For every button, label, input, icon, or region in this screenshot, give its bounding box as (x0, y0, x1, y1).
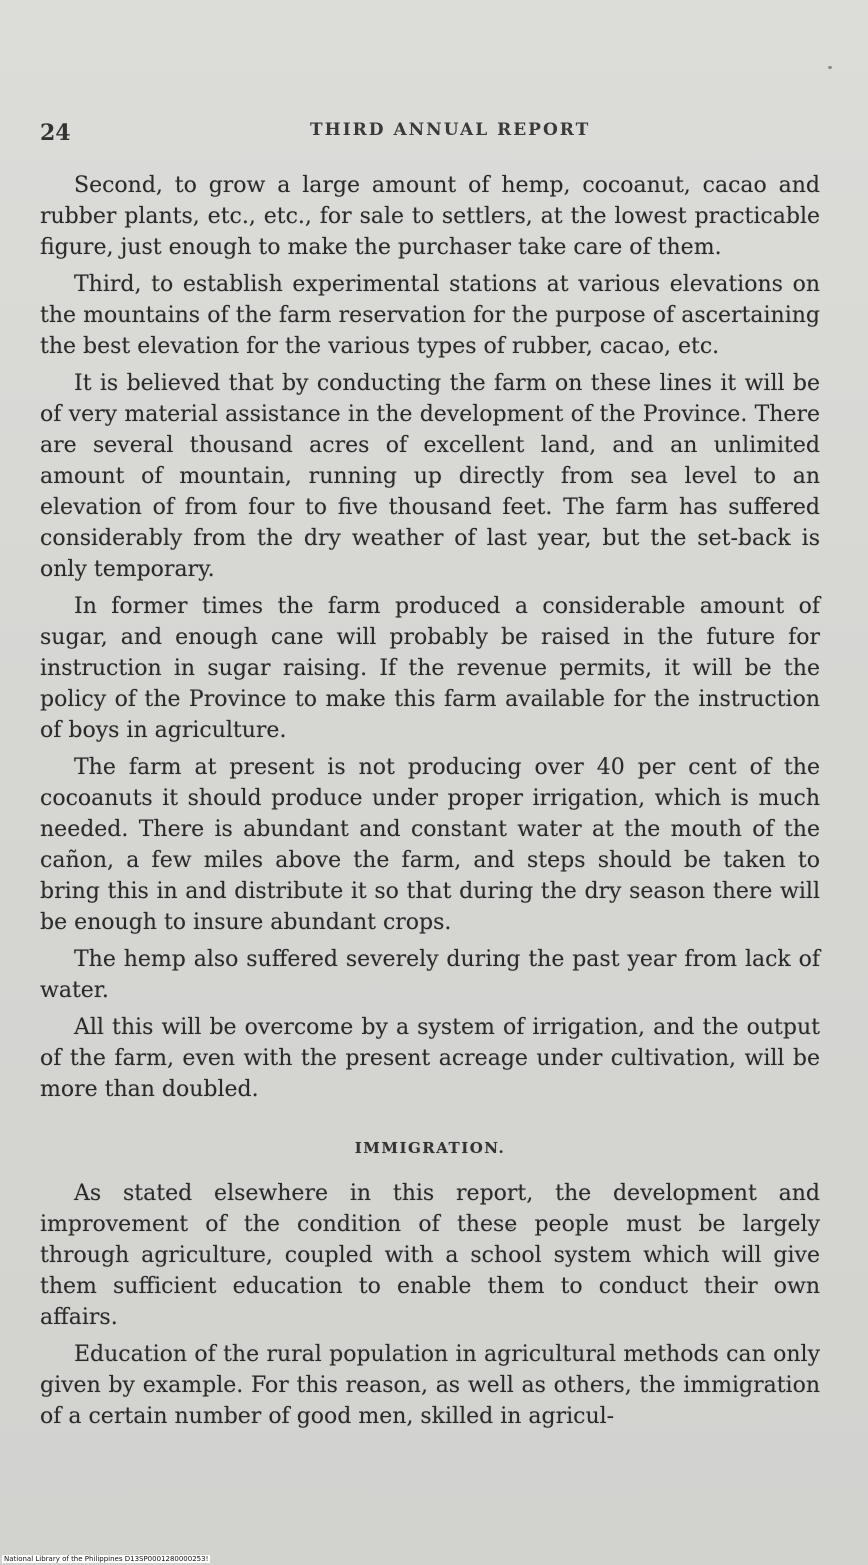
page-header (40, 118, 820, 148)
scan-speck (828, 66, 832, 69)
paragraph: The hemp also suffered severely during the past year from lack of water. (40, 947, 820, 1003)
body-text (40, 170, 820, 1438)
paragraph: All this will be overcome by a system of irrigation, and the output of the farm, even with the present acreage under cultivation, will be more than doubled. (40, 1015, 820, 1102)
section-heading: IMMIGRATION. (354, 1139, 506, 1157)
paragraph: Education of the rural population in agricultural methods can only given by example. For this reason, as well as others, the immigration of a certain number of good men, skilled in agricul- (40, 1342, 820, 1429)
paragraph: In former times the farm produced a considerable amount of sugar, and enough cane will probably be raised in the future for instruction in sugar raising. If the revenue permits, it will be the policy of the Province to make this farm available for the instruction of boys in agriculture. (40, 594, 820, 743)
paragraph: It is believed that by conducting the farm on these lines it will be of very material assistance in the development of the Province. There are several thousand acres of excellent land, and an unlimited amount of mountain, running up directly from sea level to an elevation of from four to five thousand feet. The farm has suffered considerably from the dry weather of last year, but the set-back is only temporary. (40, 371, 820, 582)
page-number: 24 (40, 120, 71, 146)
scan-source-id: National Library of the Philippines D13SP0001280000253! (4, 1555, 209, 1563)
paragraph: The farm at present is not producing over 40 per cent of the cocoanuts it should produce under proper irrigation, which is much needed. There is abundant and constant water at the mouth of the cañon, a few miles above the farm, and steps should be taken to bring this in and distribute it so that during the dry season there will be enough to insure abundant crops. (40, 755, 820, 935)
paragraph: Second, to grow a large amount of hemp, cocoanut, cacao and rubber plants, etc., etc., for sale to settlers, at the lowest practicable figure, just enough to make the purchaser take care of them. (40, 173, 820, 260)
running-title: THIRD ANNUAL REPORT (310, 120, 591, 140)
paragraph: As stated elsewhere in this report, the development and improvement of the condition of these people must be largely through agriculture, coupled with a school system which will give them sufficient education to enable them to conduct their own affairs. (40, 1181, 820, 1330)
paragraph: Third, to establish experimental stations at various elevations on the mountains of the farm reservation for the purpose of ascertaining the best elevation for the various types of rubber, cacao, etc. (40, 272, 820, 359)
